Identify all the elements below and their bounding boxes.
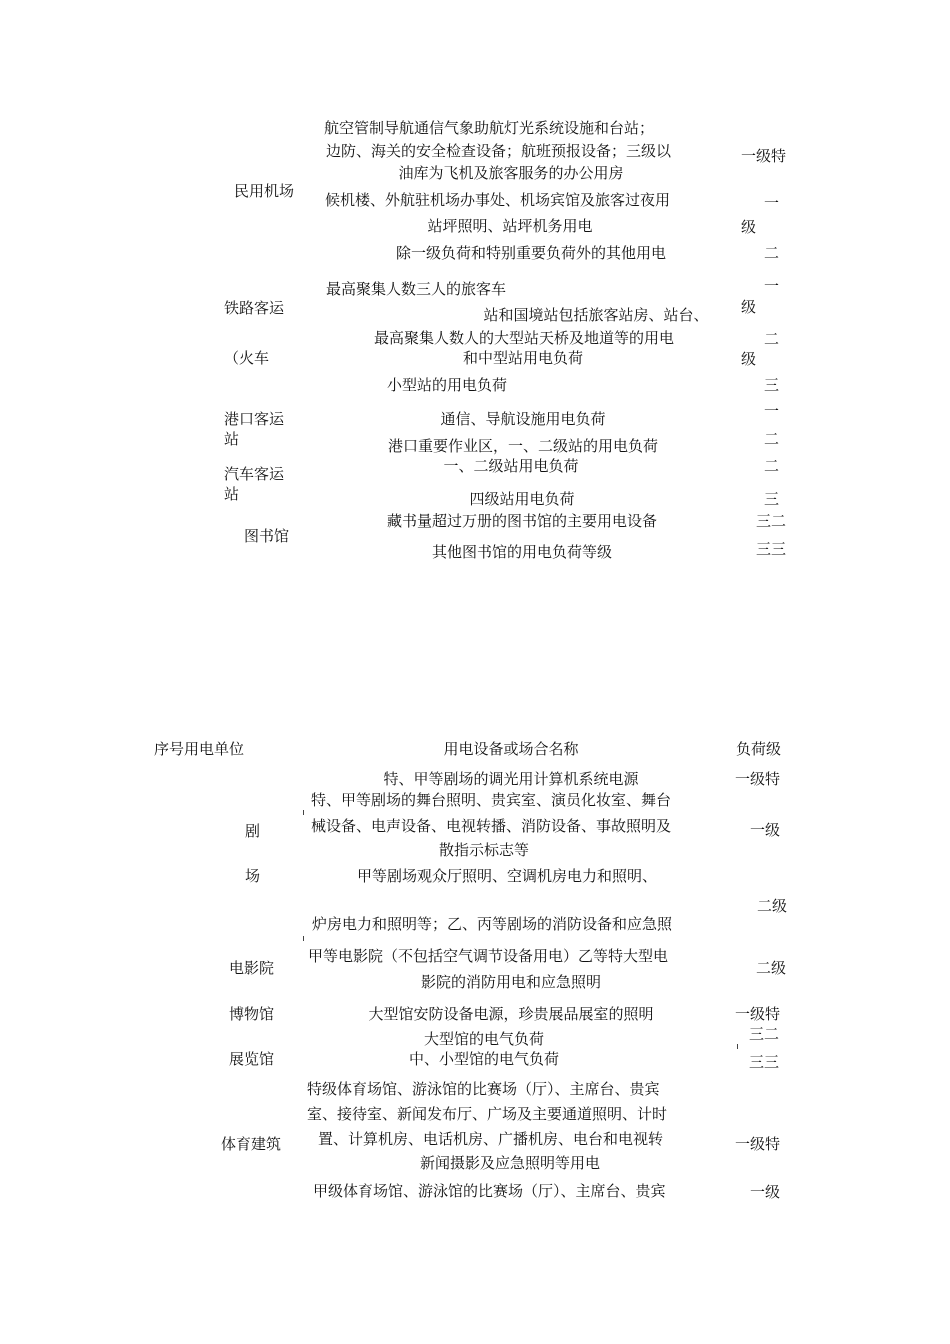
load-level: 三 [764, 376, 780, 394]
unit-label: 体育建筑 [221, 1135, 282, 1153]
unit-label: 站 [224, 485, 240, 503]
load-level: 一级特 [735, 1135, 781, 1153]
header-item: 用电设备或场合名称 [443, 740, 579, 758]
item-text: 影院的消防用电和应急照明 [420, 973, 602, 991]
item-text: 散指示标志等 [438, 841, 530, 859]
item-text: 置、计算机房、电话机房、广播机房、电台和电视转 [318, 1130, 664, 1148]
item-text: 候机楼、外航驻机场办事处、机场宾馆及旅客过夜用 [325, 191, 671, 209]
header-level: 负荷级 [736, 740, 782, 758]
item-text: 新闻摄影及应急照明等用电 [419, 1154, 601, 1172]
item-text: 最高聚集人数三人的旅客车 [326, 280, 507, 298]
header-unit: 序号用电单位 [154, 740, 245, 758]
item-text: 港口重要作业区，一、二级站的用电负荷 [387, 437, 659, 455]
scan-mark [303, 936, 307, 941]
load-level: 一级特 [735, 1005, 781, 1023]
load-level: 三 [764, 490, 780, 508]
item-text: 大型馆安防设备电源，珍贵展品展室的照明 [368, 1005, 654, 1023]
load-level: 一 [764, 402, 780, 420]
item-text: 一、二级站用电负荷 [443, 457, 579, 475]
item-text: 特、甲等剧场的舞台照明、贵宾室、演员化妆室、舞台 [311, 791, 672, 809]
unit-label: 站 [224, 430, 240, 448]
item-text: 大型馆的电气负荷 [423, 1030, 545, 1048]
unit-label: 汽车客运 [224, 465, 285, 483]
load-level: 二 [764, 430, 780, 448]
load-level: 级 [741, 298, 757, 316]
load-level: 三三 [756, 540, 787, 558]
unit-label: 博物馆 [229, 1005, 275, 1023]
load-level: 二级 [757, 897, 788, 915]
item-text: 特级体育场馆、游泳馆的比赛场（厅）、主席台、贵宾 [307, 1080, 660, 1098]
load-level: 三三 [749, 1053, 780, 1071]
item-text: 其他图书馆的用电负荷等级 [431, 543, 613, 561]
load-level: 一级特 [735, 770, 781, 788]
item-text: 边防、海关的安全检查设备；航班预报设备；三级以 [326, 142, 672, 160]
item-text: 小型站的用电负荷 [386, 376, 508, 394]
item-text: 站和国境站包括旅客站房、站台、 [483, 306, 709, 324]
unit-label: 铁路客运 [224, 299, 285, 317]
scan-mark [737, 1044, 741, 1049]
item-text: 甲等剧场观众厅照明、空调机房电力和照明、 [356, 867, 658, 885]
load-level: 级 [741, 350, 757, 368]
load-level: 级 [741, 218, 757, 236]
unit-label: 民用机场 [234, 182, 295, 200]
unit-label: 电影院 [229, 959, 275, 977]
scan-mark [303, 810, 307, 815]
load-level: 三二 [756, 512, 787, 530]
item-text: 最高聚集人数人的大型站天桥及地道等的用电 [373, 329, 675, 347]
item-text: 油库为飞机及旅客服务的办公用房 [398, 164, 624, 182]
item-text: 械设备、电声设备、电视转播、消防设备、事故照明及 [311, 817, 672, 835]
load-level: 二级 [756, 959, 787, 977]
item-text: 炉房电力和照明等；乙、丙等剧场的消防设备和应急照 [312, 915, 673, 933]
item-text: 室、接待室、新闻发布厅、广场及主要通道照明、计时 [307, 1105, 668, 1123]
item-text: 藏书量超过万册的图书馆的主要用电设备 [386, 512, 658, 530]
load-level: 二 [764, 244, 780, 262]
unit-label: 展览馆 [229, 1050, 275, 1068]
load-level: 三二 [749, 1025, 780, 1043]
item-text: 甲级体育场馆、游泳馆的比赛场（厅）、主席台、贵宾 [313, 1182, 666, 1200]
item-text: 站坪照明、站坪机务用电 [427, 217, 593, 235]
load-level: 一 [764, 194, 780, 212]
item-text: 中、小型馆的电气负荷 [408, 1050, 560, 1068]
unit-label: 剧 [245, 822, 261, 840]
item-text: 航空管制导航通信气象助航灯光系统设施和台站； [324, 119, 655, 137]
unit-label: 港口客运 [224, 410, 285, 428]
load-level: 二 [764, 330, 780, 348]
item-text: 除一级负荷和特别重要负荷外的其他用电 [395, 244, 667, 262]
load-level: 二 [764, 457, 780, 475]
load-level: 一级 [750, 1183, 781, 1201]
item-text: 特、甲等剧场的调光用计算机系统电源 [383, 770, 639, 788]
load-level: 一级 [750, 821, 781, 839]
load-level: 一级特 [741, 147, 787, 165]
unit-label: 场 [245, 867, 261, 885]
item-text: 甲等电影院（不包括空气调节设备用电）乙等特大型电 [308, 947, 669, 965]
item-text: 和中型站用电负荷 [462, 349, 584, 367]
item-text: 通信、导航设施用电负荷 [440, 410, 606, 428]
load-level: 一 [764, 277, 780, 295]
unit-label: 图书馆 [244, 527, 290, 545]
item-text: 四级站用电负荷 [469, 490, 575, 508]
unit-label: （火车 [224, 349, 270, 367]
